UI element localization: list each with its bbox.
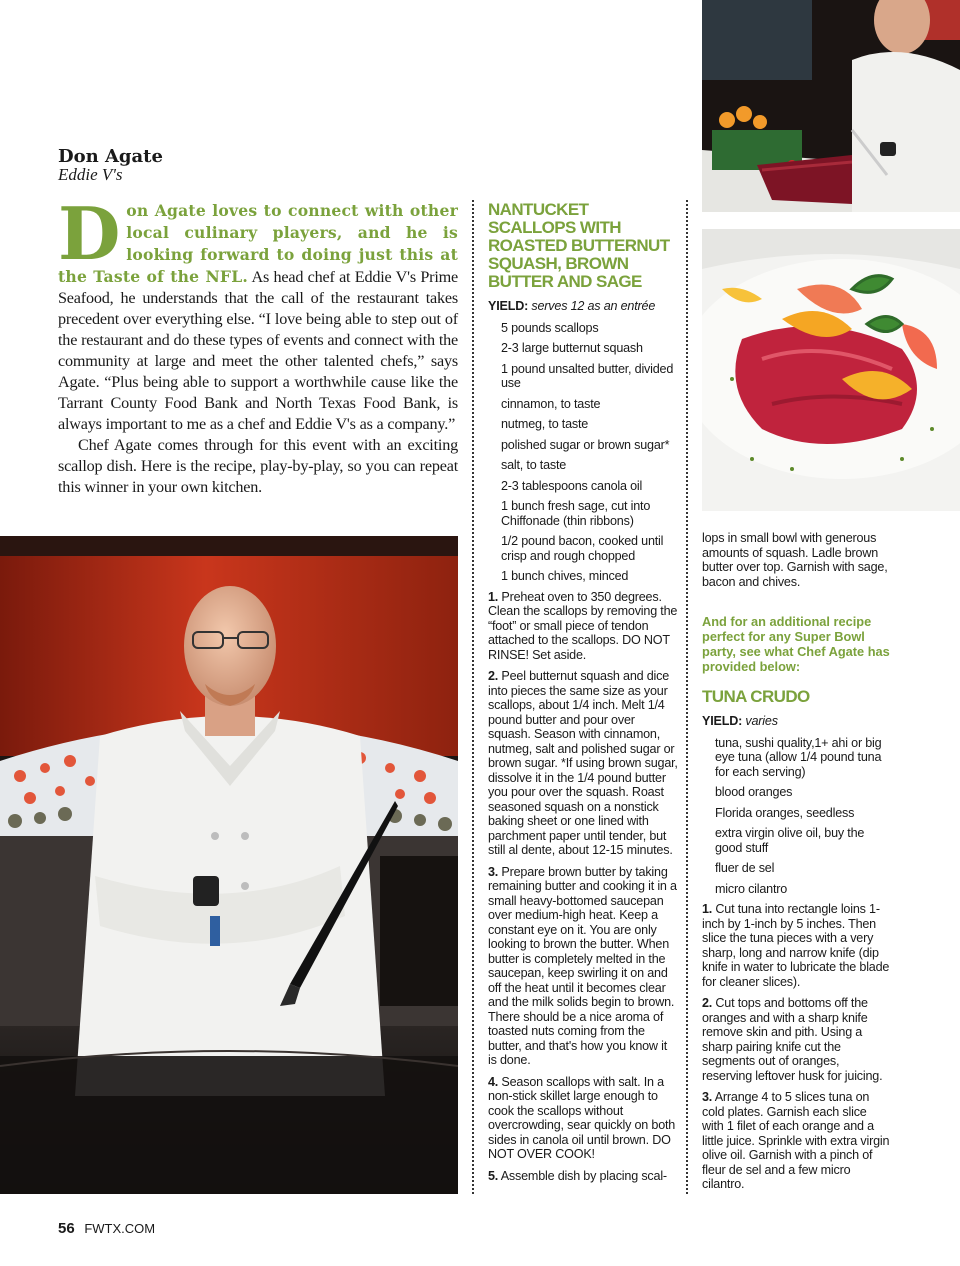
recipe-step — [702, 996, 890, 1083]
right-column — [702, 531, 890, 1199]
recipe-title: TUNA CRUDO — [702, 687, 810, 706]
article-paragraph-2: Chef Agate comes through for this event with an exciting scallop dish. Here is the recipe, play-by-play, so you can repeat this winner in your own kitchen. — [58, 436, 458, 496]
step-number: 3. — [488, 864, 499, 879]
drop-cap: D — [58, 191, 121, 276]
yield-value: varies — [745, 714, 778, 728]
step-number: 2. — [488, 669, 499, 683]
recipe-scallops — [488, 201, 678, 1190]
ingredient-item: 2-3 large butternut squash — [501, 341, 643, 355]
ingredient-item: blood oranges — [715, 785, 793, 799]
step-list — [702, 902, 890, 1192]
step-text: Season scallops with salt. In a non-stick skillet large enough to cook the scallops without overcrowding, sear quickly on both sides in canola oil until brown. DO NOT OVER COOK! — [488, 1074, 676, 1161]
recipe-step — [488, 669, 678, 858]
recipe-step — [488, 590, 678, 663]
recipe-continuation: lops in small bowl with generous amounts of squash. Ladle brown butter over top. Garnish with sage, bacon and chives. — [702, 531, 888, 589]
chef-name: Don Agate — [58, 146, 163, 167]
recipe-yield — [702, 714, 890, 729]
step-number: 3. — [702, 1090, 713, 1104]
page-number: 56 — [58, 1220, 75, 1237]
recipe-yield — [488, 299, 678, 314]
step-number: 4. — [488, 1074, 499, 1089]
recipe-step — [488, 865, 678, 1068]
site-url: FWTX.COM — [84, 1221, 156, 1236]
ingredient-list — [702, 736, 890, 897]
ingredient-item: salt, to taste — [501, 458, 567, 472]
step-text: Cut tops and bottoms off the oranges and with a sharp knife remove skin and pith. Using a sharp pairing knife cut the segments out of oranges, reserving leftover husk for juicing. — [702, 996, 883, 1083]
yield-value: serves 12 as an entrée — [531, 299, 656, 313]
restaurant-name: Eddie V's — [58, 165, 123, 184]
recipe-step — [702, 902, 890, 989]
column-divider — [686, 200, 688, 1194]
tuna-crudo-photo — [702, 229, 960, 511]
ingredient-list — [488, 321, 678, 584]
ingredient-item: polished sugar or brown sugar* — [501, 437, 670, 452]
ingredient-item: 2-3 tablespoons canola oil — [501, 478, 643, 493]
article-paragraph-1 — [58, 191, 458, 435]
step-text: Preheat oven to 350 degrees. Clean the scallops by removing the “foot” or small piece of tendon attached to the scallops. DO NOT RINSE! Set aside. — [488, 589, 678, 662]
ingredient-item: Florida oranges, seedless — [715, 805, 855, 820]
ingredient-item: cinnamon, to taste — [501, 396, 601, 411]
ingredient-item: tuna, sushi quality,1+ ahi or big eye tuna (allow 1/4 pound tuna for each serving) — [715, 735, 882, 779]
recipe-step — [702, 1090, 890, 1192]
step-number: 2. — [702, 996, 713, 1010]
column-divider — [472, 200, 474, 1194]
step-text: Peel butternut squash and dice into pieces the same size as your scallops, about 1/4 inch. Melt 1/4 pound butter and pour over squash. Season with cinnamon, nutmeg, salt and polished sugar or brown sugar. *If using brown sugar, dissolve it in the 1/4 pound butter you pour over the squash. Roast seasoned squash on a nonstick baking sheet or one lined with parchment paper until tender, but still al dente, about 12-15 minutes. — [488, 669, 678, 857]
recipe-step — [488, 1169, 678, 1184]
tuna-prep-photo — [702, 0, 960, 212]
step-number: 1. — [488, 589, 499, 604]
step-number: 1. — [702, 902, 713, 916]
ingredient-item: 1 pound unsalted butter, divided use — [501, 361, 674, 390]
article-text-1: As head chef at Eddie V's Prime Seafood, he understands that the call of the restaurant takes precedent over everything else. “I love being able to step out of the restaurant and do these types of events and connect with the community at large and meet the other talented chefs,” says Agate. “Plus being able to support a worthwhile cause like the Tarrant County Food Bank and North Texas Food Bank, is always important to me as a chef and Eddie V's as a company.” — [58, 268, 458, 433]
page-footer — [58, 1220, 155, 1237]
recipe-title: NANTUCKET SCALLOPS WITH ROASTED BUTTERNUT SQUASH, BROWN BUTTER AND SAGE — [488, 200, 670, 291]
ingredient-item: 1/2 pound bacon, cooked until crisp and rough chopped — [501, 534, 664, 563]
chef-photo — [0, 536, 458, 1194]
article-lead: on Agate loves to connect with other local culinary players, and he is looking forward to doing just this at the Taste of the NFL. — [58, 201, 458, 286]
recipe-step — [488, 1075, 678, 1162]
ingredient-item: 1 bunch fresh sage, cut into Chiffonade (thin ribbons) — [501, 499, 651, 528]
step-list — [488, 590, 678, 1184]
step-text: Arrange 4 to 5 slices tuna on cold plates. Garnish each slice with 1 filet of each orange and a little juice. Sprinkle with extra virgin olive oil. Garnish with a pinch of fleur de sel and a few micro cilantro. — [702, 1090, 890, 1191]
ingredient-item: 1 bunch chives, minced — [501, 569, 629, 583]
step-number: 5. — [488, 1168, 499, 1183]
additional-recipe-note: And for an additional recipe perfect for any Super Bowl party, see what Chef Agate has provided below: — [702, 614, 890, 674]
ingredient-item: fluer de sel — [715, 861, 775, 875]
ingredient-item: 5 pounds scallops — [501, 320, 599, 335]
article-body — [58, 191, 458, 498]
yield-label: YIELD: — [488, 299, 529, 313]
yield-label: YIELD: — [702, 714, 743, 728]
ingredient-item: extra virgin olive oil, buy the good stuff — [715, 826, 865, 855]
step-text: Assemble dish by placing scal- — [498, 1168, 667, 1183]
step-text: Prepare brown butter by taking remaining butter and cooking it in a small heavy-bottomed saucepan over medium-high heat. Keep a constant eye on it. You are only looking to brown the butter. When butter is completely melted in the saucepan, keep swirling it on and off the heat until it becomes clear and the milk solids begin to brown. There should be a nice aroma of toasted nuts coming from the butter, and that's how you know it is done. — [488, 864, 677, 1067]
ingredient-item: nutmeg, to taste — [501, 417, 589, 431]
ingredient-item: micro cilantro — [715, 881, 788, 896]
step-text: Cut tuna into rectangle loins 1-inch by 1-inch by 5 inches. Then slice the tuna pieces with a very sharp, long and narrow knife (dip knife in water to lubricate the blade for cleaner slices). — [702, 902, 890, 989]
